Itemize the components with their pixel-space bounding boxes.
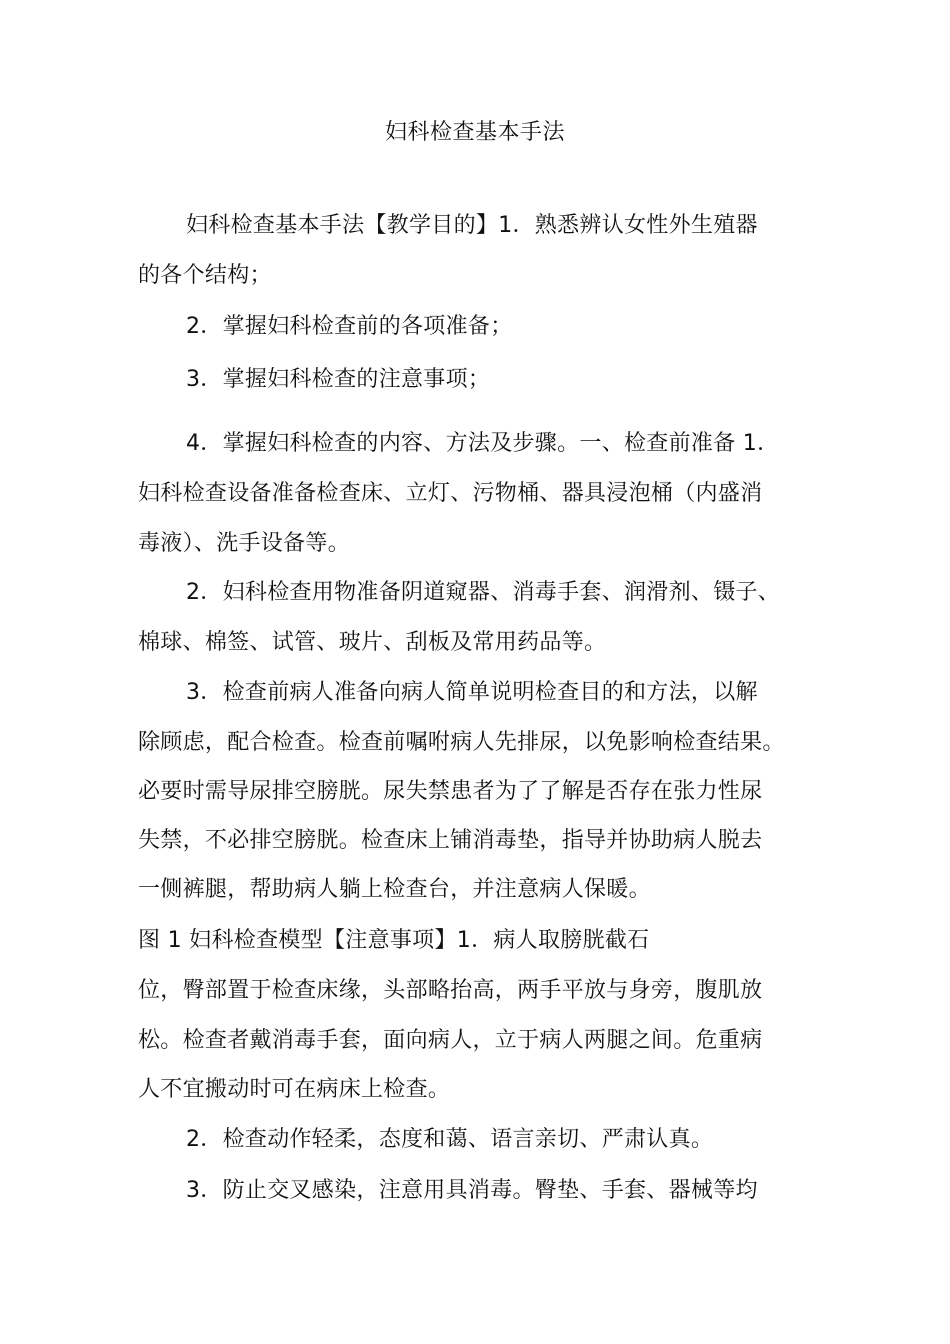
text-line: 松。检查者戴消毒手套，面向病人，立于病人两腿之间。危重病 [138, 1028, 763, 1053]
document-title: 妇科检查基本手法 [384, 120, 565, 145]
text-line: 妇科检查基本手法【教学目的】1．熟悉辨认女性外生殖器 [186, 213, 758, 238]
text-line: 人不宜搬动时可在病床上检查。 [138, 1077, 451, 1102]
text-line: 的各个结构； [138, 263, 272, 288]
text-line: 4．掌握妇科检查的内容、方法及步骤。一、检查前准备 1． [186, 431, 780, 456]
text-line: 除顾虑，配合检查。检查前嘱咐病人先排尿，以免影响检查结果。 [138, 730, 785, 755]
text-line: 2．检查动作轻柔，态度和蔼、语言亲切、严肃认真。 [186, 1127, 714, 1152]
text-line: 2．掌握妇科检查前的各项准备； [186, 314, 513, 339]
text-line: 失禁，不必排空膀胱。检查床上铺消毒垫，指导并协助病人脱去 [138, 828, 763, 853]
text-line: 必要时需导尿排空膀胱。尿失禁患者为了了解是否存在张力性尿 [138, 779, 763, 804]
text-line: 毒液）、洗手设备等。 [138, 531, 351, 556]
text-line: 2．妇科检查用物准备阴道窥器、消毒手套、润滑剂、镊子、 [186, 580, 781, 605]
text-line: 图 1 妇科检查模型【注意事项】1．病人取膀胱截石 [138, 928, 650, 953]
text-line: 3．检查前病人准备向病人简单说明检查目的和方法，以解 [186, 680, 758, 705]
text-line: 3．掌握妇科检查的注意事项； [186, 367, 491, 392]
text-line: 3．防止交叉感染，注意用具消毒。臀垫、手套、器械等均 [186, 1178, 758, 1203]
text-line: 妇科检查设备准备检查床、立灯、污物桶、器具浸泡桶（内盛消 [138, 481, 763, 506]
text-line: 一侧裤腿，帮助病人躺上检查台，并注意病人保暖。 [138, 877, 651, 902]
text-line: 位，臀部置于检查床缘，头部略抬高，两手平放与身旁，腹肌放 [138, 978, 763, 1003]
text-line: 棉球、棉签、试管、玻片、刮板及常用药品等。 [138, 630, 607, 655]
